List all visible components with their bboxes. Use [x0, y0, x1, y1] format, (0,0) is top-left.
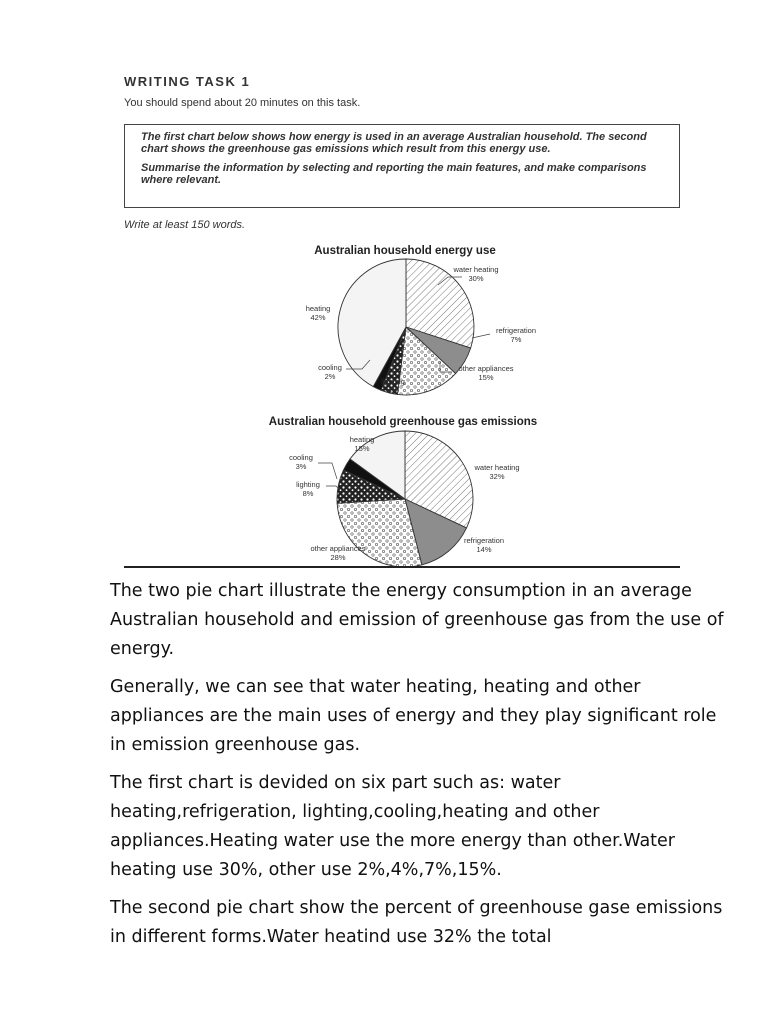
slice-label: other appliances	[458, 364, 514, 373]
slice-label: cooling	[289, 453, 313, 462]
essay-paragraph: The second pie chart show the percent of greenhouse gase emissions in different forms.Water heatind use 32% the total	[110, 898, 723, 947]
slice-value-label: 28%	[330, 553, 346, 562]
emissions-chart	[269, 416, 537, 567]
slice-value-label: 7%	[510, 335, 522, 344]
slice-label: cooling	[318, 363, 342, 372]
slice-label: water heating	[453, 265, 499, 274]
emissions-chart-title: Australian household greenhouse gas emissions	[268, 416, 538, 428]
slice-value-label: 32%	[489, 472, 505, 481]
slice-value-label: 30%	[468, 274, 484, 283]
slice-value-label: 15%	[478, 373, 494, 382]
essay-paragraph: The two pie chart illustrate the energy consumption in an average Australian household and emission of greenhouse gas from the use of energy.	[110, 581, 724, 659]
slice-label: heating	[305, 304, 331, 313]
slice-value-label: 2%	[324, 372, 336, 381]
task-heading: WRITING TASK 1	[124, 74, 251, 89]
energy-chart-title: Australian household energy use	[314, 245, 496, 257]
instruction-text: The first chart below shows how energy is used in an average Australian household. The second chart shows the greenhouse gas emissions which result from this energy use.	[141, 131, 647, 155]
slice-label: refrigeration	[463, 536, 505, 545]
slice-value-label: 4%	[387, 386, 399, 395]
slice-label: lighting	[381, 377, 405, 386]
slice-label: other appliances	[310, 544, 366, 553]
slice-label: heating	[349, 435, 375, 444]
slice-value-label: 15%	[354, 444, 370, 453]
divider	[124, 566, 680, 568]
slice-label: refrigeration	[495, 326, 537, 335]
leader-line	[472, 334, 490, 338]
instruction-text-summary: Summarise the information by selecting and reporting the main features, and make comparisons where relevant.	[141, 162, 647, 186]
essay-paragraph: Generally, we can see that water heating, heating and other appliances are the main uses of energy and they play significant role in emission greenhouse gas.	[110, 677, 717, 755]
leader-line	[318, 463, 337, 479]
essay-paragraph: The first chart is devided on six part such as: water heating,refrigeration, lighting,cooling,heating and other appliances.Heating water use the more energy than other.Water heating use 30%, other use 2%,4%,7%,15%.	[110, 773, 675, 880]
slice-value-label: 14%	[476, 545, 492, 554]
time-note: You should spend about 20 minutes on this task.	[124, 97, 361, 109]
slice-label: water heating	[474, 463, 520, 472]
slice-value-label: 8%	[302, 489, 314, 498]
energy-use-chart	[306, 245, 536, 395]
slice-value-label: 42%	[310, 313, 326, 322]
slice-value-label: 3%	[295, 462, 307, 471]
essay-text	[110, 577, 725, 961]
slice-label: lighting	[296, 480, 320, 489]
word-count-note: Write at least 150 words.	[124, 219, 246, 231]
